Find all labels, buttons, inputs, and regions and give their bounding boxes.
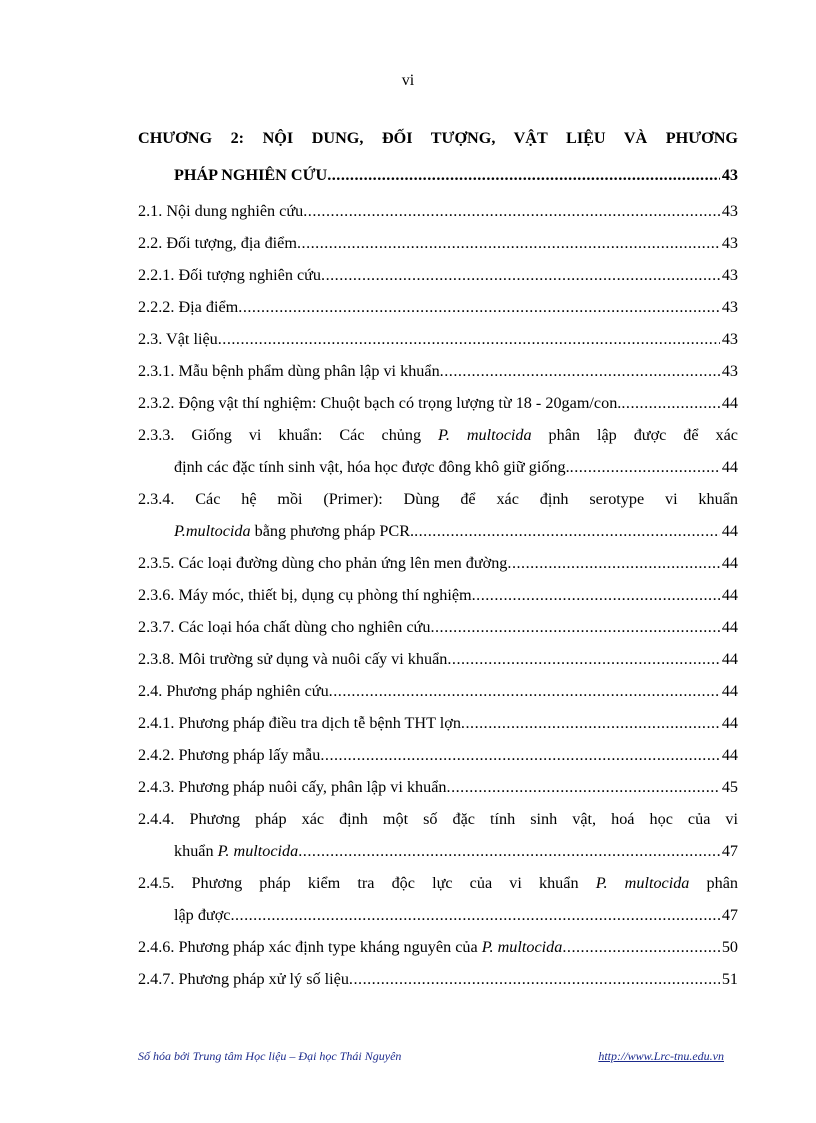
toc-entry-page: 43: [721, 234, 738, 252]
toc-entry[interactable]: [138, 713, 738, 733]
toc-entry-title: 2.3. Vật liệu: [138, 330, 218, 348]
toc-entry[interactable]: [138, 521, 738, 541]
toc-entry[interactable]: [138, 585, 738, 605]
toc-entry[interactable]: [138, 777, 738, 797]
toc-entry[interactable]: [138, 297, 738, 317]
toc-entry-page: 50: [721, 938, 738, 956]
footer-link[interactable]: http://www.Lrc-tnu.edu.vn: [598, 1049, 724, 1063]
toc-entry-line: 2.3.3. Giống vi khuẩn: Các chủng P. multocida phân lập được để xác: [138, 426, 738, 444]
toc-entry-page: 43: [721, 266, 738, 284]
toc-entry-line: 2.3.4. Các hệ mồi (Primer): Dùng để xác định serotype vi khuẩn: [138, 490, 738, 508]
leader-dots: [570, 457, 720, 477]
leader-dots: [472, 585, 720, 605]
toc-entry-line: 2.4.4. Phương pháp xác định một số đặc tính sinh vật, hoá học của vi: [138, 810, 738, 828]
toc-entry-page: 43: [721, 330, 738, 348]
leader-dots: [230, 905, 719, 925]
toc-entry-title: 2.4.6. Phương pháp xác định type kháng nguyên của P. multocida: [138, 938, 563, 956]
toc-entry-title: 2.4.2. Phương pháp lấy mẫu: [138, 746, 321, 764]
toc-entry[interactable]: [138, 969, 738, 989]
toc-entry-page: 44: [721, 586, 738, 604]
leader-dots: [621, 393, 719, 413]
leader-dots: [461, 713, 720, 733]
toc-entry-title: 2.3.7. Các loại hóa chất dùng cho nghiên cứu: [138, 618, 431, 636]
chapter-page: 43: [721, 166, 738, 184]
toc-entry[interactable]: [138, 649, 738, 669]
toc-entry-title: 2.2.2. Địa điểm: [138, 298, 239, 316]
toc-entry-title: 2.4. Phương pháp nghiên cứu: [138, 682, 329, 700]
leader-dots: [349, 969, 720, 989]
toc-entry[interactable]: [138, 681, 738, 701]
toc-entry-line: 2.4.5. Phương pháp kiểm tra độc lực của vi khuẩn P. multocida phân: [138, 874, 739, 892]
toc-entry[interactable]: [138, 841, 738, 861]
toc-entry-page: 47: [721, 842, 738, 860]
toc-entry-page: 44: [721, 650, 738, 668]
leader-dots: [321, 265, 720, 285]
toc-entry-title: 2.3.6. Máy móc, thiết bị, dụng cụ phòng thí nghiệm: [138, 586, 472, 604]
toc-entry[interactable]: [138, 265, 738, 285]
toc-entry-title: khuẩn P. multocida: [174, 842, 299, 860]
toc-entry-title: 2.2. Đối tượng, địa điểm: [138, 234, 297, 252]
toc-entry-title: 2.4.7. Phương pháp xử lý số liệu: [138, 970, 349, 988]
toc-entry-title: lập được: [174, 906, 231, 924]
toc-entry-page: 44: [721, 746, 738, 764]
leader-dots: [320, 745, 719, 765]
toc-entry-page: 43: [721, 298, 738, 316]
toc-entry-page: 44: [721, 394, 738, 412]
toc-entry[interactable]: [138, 457, 738, 477]
leader-dots: [562, 937, 719, 957]
toc-entry-title: 2.1. Nội dung nghiên cứu: [138, 202, 304, 220]
leader-dots: [327, 165, 720, 185]
toc-entry-title: định các đặc tính sinh vật, hóa học được đông khô giữ giống.: [174, 458, 570, 476]
toc-entry-page: 44: [721, 522, 738, 540]
toc-entry-title: P.multocida bằng phương pháp PCR.: [174, 522, 415, 540]
toc-entry[interactable]: [138, 201, 738, 221]
leader-dots: [430, 617, 719, 637]
toc-entry-title: 2.4.3. Phương pháp nuôi cấy, phân lập vi khuẩn: [138, 778, 447, 796]
toc-entry[interactable]: [138, 553, 738, 573]
toc-entry-page: 44: [721, 458, 738, 476]
toc-entry[interactable]: [138, 329, 738, 349]
toc-entry-page: 47: [721, 906, 738, 924]
leader-dots: [218, 329, 720, 349]
toc-entry-title: 2.3.1. Mẫu bệnh phẩm dùng phân lập vi khuẩn: [138, 362, 440, 380]
leader-dots: [440, 361, 720, 381]
toc-entry-title: 2.3.5. Các loại đường dùng cho phản ứng lên men đường: [138, 554, 508, 572]
toc-entry[interactable]: [138, 745, 738, 765]
toc-entry-page: 44: [721, 714, 738, 732]
toc-entry-page: 44: [721, 618, 738, 636]
leader-dots: [447, 649, 719, 669]
toc-entry[interactable]: [138, 937, 738, 957]
toc-entry-title: 2.3.2. Động vật thí nghiệm: Chuột bạch có trọng lượng từ 18 - 20gam/con.: [138, 394, 622, 412]
toc-entry-title: 2.2.1. Đối tượng nghiên cứu: [138, 266, 322, 284]
toc-entry-page: 44: [721, 682, 738, 700]
toc-entry-page: 43: [721, 202, 738, 220]
leader-dots: [447, 777, 720, 797]
toc-entry-title: 2.3.8. Môi trường sử dụng và nuôi cấy vi khuẩn: [138, 650, 448, 668]
leader-dots: [298, 841, 720, 861]
chapter-heading-line2[interactable]: [138, 165, 738, 185]
toc-entry-page: 44: [721, 554, 738, 572]
leader-dots: [297, 233, 720, 253]
leader-dots: [238, 297, 720, 317]
toc-entry-page: 43: [721, 362, 738, 380]
footer-digitized-by: Số hóa bởi Trung tâm Học liệu – Đại học Thái Nguyên: [138, 1049, 402, 1063]
page-number: vi: [401, 72, 415, 89]
toc-entry[interactable]: [138, 361, 738, 381]
leader-dots: [329, 681, 720, 701]
toc-entry-page: 45: [721, 778, 738, 796]
chapter-heading-text: PHÁP NGHIÊN CỨU: [174, 166, 328, 184]
toc-entry-title: 2.4.1. Phương pháp điều tra dịch tễ bệnh THT lợn: [138, 714, 461, 732]
toc-entry[interactable]: [138, 393, 738, 413]
leader-dots: [303, 201, 720, 221]
leader-dots: [507, 553, 719, 573]
toc-entry-page: 51: [721, 970, 738, 988]
toc-entry[interactable]: [138, 233, 738, 253]
toc-entry[interactable]: [138, 905, 738, 925]
chapter-heading-line1: CHƯƠNG 2: NỘI DUNG, ĐỐI TƯỢNG, VẬT LIỆU VÀ PHƯƠNG: [138, 129, 738, 147]
leader-dots: [414, 521, 720, 541]
toc-entry[interactable]: [138, 617, 738, 637]
